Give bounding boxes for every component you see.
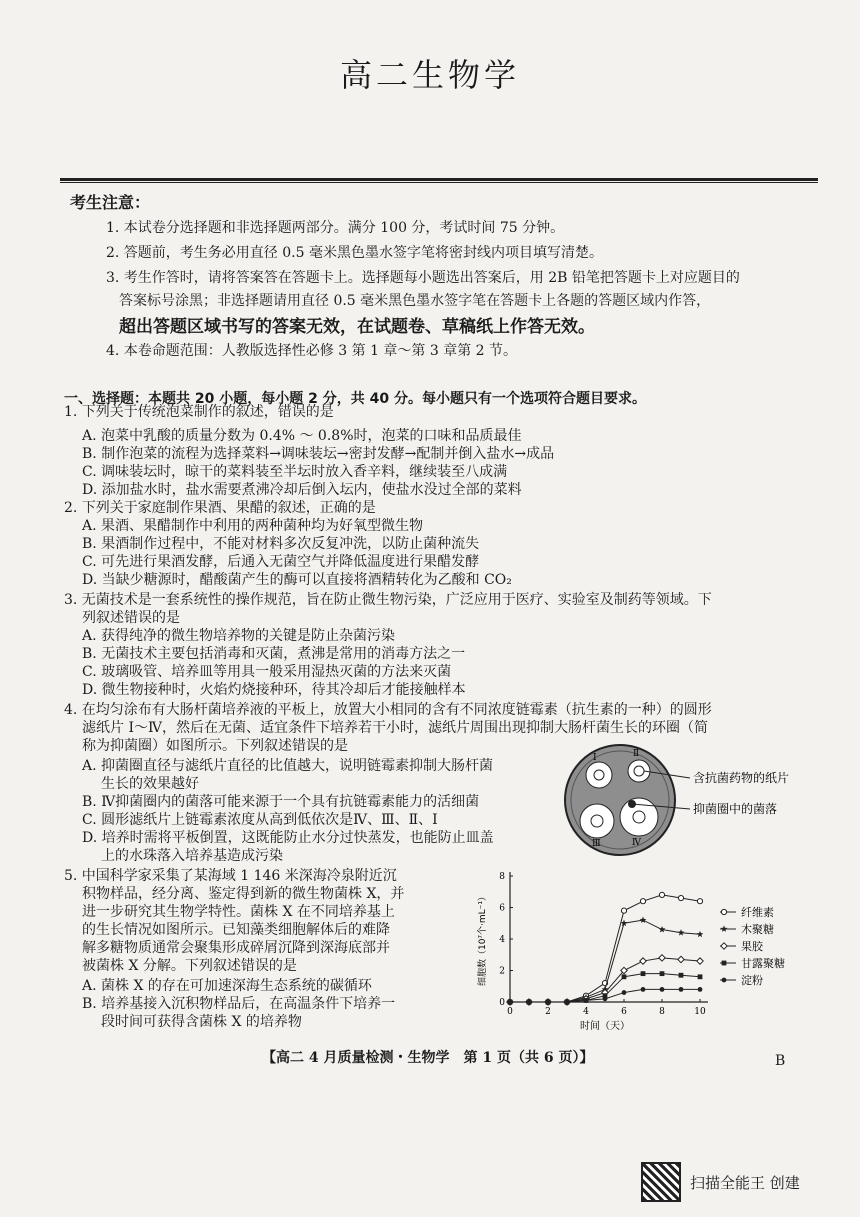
question-line: 段时间可获得含菌株 X 的培养物 <box>101 1014 302 1030</box>
data-point-0-10 <box>697 899 702 904</box>
question-line: 列叙述错误的是 <box>82 610 180 626</box>
y-tick-label: 8 <box>499 872 505 882</box>
data-point-4-1 <box>527 1000 532 1005</box>
question-line: C. 圆形滤纸片上链霉素浓度从高到低依次是Ⅳ、Ⅲ、Ⅱ、Ⅰ <box>82 812 438 828</box>
y-tick-label: 4 <box>499 935 505 945</box>
header-rule-thick <box>60 178 818 181</box>
question-line: C. 玻璃吸管、培养皿等用具一般采用湿热灭菌的方法来灭菌 <box>82 664 452 680</box>
roman-3: Ⅲ <box>592 839 601 849</box>
notice-heading: 考生注意： <box>70 193 151 212</box>
label-colony: 抑菌圈中的菌落 <box>693 802 778 816</box>
data-point-4-10 <box>698 987 703 992</box>
legend-marker-1 <box>721 925 728 932</box>
data-point-2-7 <box>640 958 646 964</box>
data-point-4-6 <box>622 990 627 995</box>
legend-label-3: 甘露聚糖 <box>741 957 785 970</box>
question-line: 解多糖物质通常会聚集形成碎屑沉降到深海底部并 <box>82 940 390 956</box>
legend-label-0: 纤维素 <box>741 906 774 919</box>
paper-disc-1 <box>594 770 604 780</box>
question-line: A. 菌株 X 的存在可加速深海生态系统的碳循环 <box>82 978 372 994</box>
legend-marker-3 <box>722 961 727 966</box>
notice-item-3-cont: 答案标号涂黑；非选择题请用直径 0.5 毫米黑色墨水签字笔在答题卡上各题的答题区域内作答， <box>119 293 711 309</box>
question-line: D. 添加盐水时，盐水需要煮沸冷却后倒入坛内，使盐水没过全部的菜料 <box>82 482 522 498</box>
section-heading: 一、选择题：本题共 20 小题，每小题 2 分，共 40 分。每小题只有一个选项符合题目要求。 <box>64 391 646 407</box>
notice-item-3-emphasis: 超出答题区域书写的答案无效，在试题卷、草稿纸上作答无效。 <box>119 317 595 337</box>
exam-title: 高二生物学 <box>339 56 520 94</box>
legend-label-4: 淀粉 <box>741 974 763 987</box>
data-point-3-10 <box>698 974 703 979</box>
legend-label-1: 木聚糖 <box>741 923 774 936</box>
data-point-4-8 <box>660 987 665 992</box>
y-tick-label: 2 <box>499 966 505 977</box>
notice-item-2: 2. 答题前，考生务必用直径 0.5 毫米黑色墨水签字笔将密封线内项目填写清楚。 <box>106 245 603 261</box>
question-line: B. 培养基接入沉积物样品后，在高温条件下培养一 <box>82 996 396 1012</box>
data-point-3-6 <box>622 974 627 979</box>
data-point-3-8 <box>660 971 665 976</box>
data-point-4-5 <box>603 996 608 1001</box>
question-line: B. 果酒制作过程中，不能对材料多次反复冲洗，以防止菌种流失 <box>82 536 480 552</box>
question-line: A. 泡菜中乳酸的质量分数为 0.4% ～ 0.8%时，泡菜的口味和品质最佳 <box>82 428 522 444</box>
x-tick-label: 0 <box>507 1007 513 1017</box>
question-line: 5. 中国科学家采集了某海域 1 146 米深海冷泉附近沉 <box>64 868 397 884</box>
legend-label-2: 果胶 <box>741 940 763 953</box>
data-point-3-9 <box>679 973 684 978</box>
question-line: 1. 下列关于传统泡菜制作的叙述，错误的是 <box>64 404 334 420</box>
data-point-2-8 <box>659 955 665 961</box>
x-tick-label: 2 <box>545 1007 551 1017</box>
data-point-1-7 <box>640 917 647 924</box>
question-line: 的生长情况如图所示。已知藻类细胞解体后的难降 <box>82 922 390 938</box>
paper-disc-4 <box>633 811 645 823</box>
notice-item-3: 3. 考生作答时，请将答案答在答题卡上。选择题每小题选出答案后，用 2B 铅笔把答题卡上对应题目的 <box>106 270 740 286</box>
data-point-2-9 <box>678 956 684 962</box>
question-line: C. 调味装坛时，晾干的菜料装至半坛时放入香辛料，继续装至八成满 <box>82 464 508 480</box>
question-line: A. 果酒、果醋制作中利用的两种菌种均为好氧型微生物 <box>82 518 424 534</box>
x-tick-label: 10 <box>694 1007 706 1017</box>
data-point-3-7 <box>641 971 646 976</box>
legend-marker-2 <box>721 943 727 949</box>
data-point-4-7 <box>641 987 646 992</box>
data-point-2-10 <box>697 958 703 964</box>
paper-disc-3 <box>591 815 603 827</box>
data-point-4-4 <box>584 998 589 1003</box>
legend-marker-0 <box>721 909 726 914</box>
question-line: 生长的效果越好 <box>101 776 199 792</box>
question-line: 上的水珠落入培养基造成污染 <box>101 848 283 864</box>
growth-chart <box>455 868 840 1038</box>
data-point-4-3 <box>565 1000 570 1005</box>
question-line: A. 获得纯净的微生物培养物的关键是防止杂菌污染 <box>82 628 396 644</box>
question-line: 3. 无菌技术是一套系统性的操作规范，旨在防止微生物污染，广泛应用于医疗、实验室及制药等领域。下 <box>64 592 712 608</box>
x-tick-label: 4 <box>583 1007 589 1017</box>
question-line: C. 可先进行果酒发酵，后通入无菌空气并降低温度进行果醋发酵 <box>82 554 480 570</box>
paper-code: B <box>775 1053 786 1069</box>
header-rule-thin <box>60 182 818 183</box>
data-point-0-8 <box>659 892 664 897</box>
question-line: B. 无菌技术主要包括消毒和灭菌，煮沸是常用的消毒方法之一 <box>82 646 466 662</box>
page-footer: 【高二 4 月质量检测・生物学 第 1 页（共 6 页）】 <box>262 1050 594 1066</box>
question-line: 被菌株 X 分解。下列叙述错误的是 <box>82 958 297 974</box>
y-axis-label: 细胞数（10⁷个·mL⁻¹） <box>478 891 488 987</box>
y-tick-label: 6 <box>499 903 505 914</box>
x-axis-label: 时间（天） <box>580 1021 630 1032</box>
question-line: D. 微生物接种时，火焰灼烧接种环，待其冷却后才能接触样本 <box>82 682 466 698</box>
question-line: 滤纸片 Ⅰ～Ⅳ，然后在无菌、适宜条件下培养若干小时，滤纸片周围出现抑制大肠杆菌生长的环圈（简 <box>82 720 708 736</box>
data-point-1-8 <box>659 926 666 933</box>
notice-item-4: 4. 本卷命题范围：人教版选择性必修 3 第 1 章～第 3 章第 2 节。 <box>106 343 518 359</box>
question-line: 2. 下列关于家庭制作果酒、果醋的叙述，正确的是 <box>64 500 376 516</box>
x-tick-label: 8 <box>659 1007 665 1017</box>
data-point-0-7 <box>640 899 645 904</box>
petri-dish-figure <box>562 742 838 860</box>
question-line: B. 制作泡菜的流程为选择菜料→调味装坛→密封发酵→配制并倒入盐水→成品 <box>82 446 555 462</box>
roman-2: Ⅱ <box>633 749 640 759</box>
notice-item-1: 1. 本试卷分选择题和非选择题两部分。满分 100 分，考试时间 75 分钟。 <box>106 220 565 236</box>
question-line: D. 当缺少糖源时，醋酸菌产生的酶可以直接将酒精转化为乙酸和 CO₂ <box>82 572 512 588</box>
dish-outline <box>565 745 675 855</box>
question-line: 称为抑菌圈）如图所示。下列叙述错误的是 <box>82 738 348 754</box>
label-paper: 含抗菌药物的纸片 <box>693 771 790 785</box>
question-line: 进一步研究其生物学特性。菌株 X 在不同培养基上 <box>82 904 395 920</box>
scanner-watermark: 扫描全能王 创建 <box>690 1174 800 1192</box>
y-tick-label: 0 <box>499 998 505 1008</box>
roman-1: Ⅰ <box>593 753 597 763</box>
data-point-1-10 <box>697 931 704 938</box>
x-tick-label: 6 <box>621 1007 627 1017</box>
data-point-0-6 <box>621 908 626 913</box>
data-point-4-9 <box>679 987 684 992</box>
question-line: B. Ⅳ抑菌圈内的菌落可能来源于一个具有抗链霉素能力的活细菌 <box>82 794 480 810</box>
qr-code-icon <box>641 1162 681 1202</box>
data-point-0-9 <box>678 895 683 900</box>
question-line: 4. 在均匀涂布有大肠杆菌培养液的平板上，放置大小相同的含有不同浓度链霉素（抗生素的一种）的圆形 <box>64 702 712 718</box>
legend-marker-4 <box>722 978 727 983</box>
question-line: 积物样品，经分离、鉴定得到新的微生物菌株 X，并 <box>82 886 405 902</box>
data-point-4-0 <box>508 1000 513 1005</box>
question-line: D. 培养时需将平板倒置，这既能防止水分过快蒸发，也能防止皿盖 <box>82 830 494 846</box>
paper-disc-2 <box>634 766 644 776</box>
data-point-4-2 <box>546 1000 551 1005</box>
data-point-1-9 <box>678 929 685 936</box>
roman-4: Ⅳ <box>632 838 641 848</box>
question-line: A. 抑菌圈直径与滤纸片直径的比值越大，说明链霉素抑制大肠杆菌 <box>82 758 494 774</box>
